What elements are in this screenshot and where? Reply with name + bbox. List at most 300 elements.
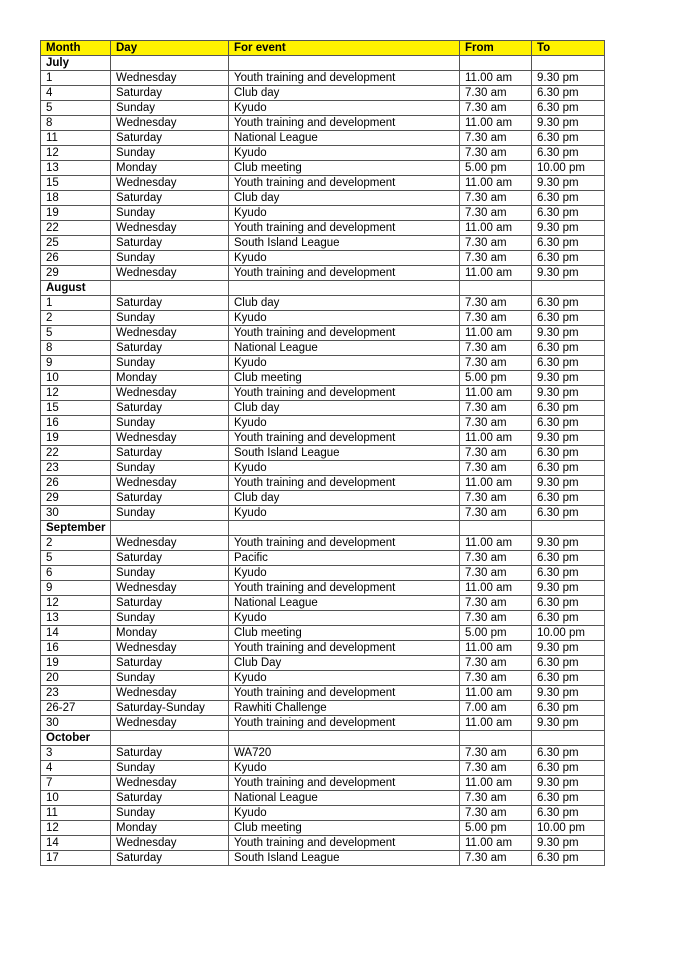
from-time-cell: 7.30 am — [460, 506, 532, 521]
event-cell: National League — [229, 791, 460, 806]
table-row — [41, 221, 605, 236]
day-cell: Sunday — [111, 146, 229, 161]
day-cell: Saturday — [111, 551, 229, 566]
to-time-cell: 6.30 pm — [532, 596, 605, 611]
to-time-cell: 6.30 pm — [532, 356, 605, 371]
to-time-cell: 9.30 pm — [532, 266, 605, 281]
from-time-cell: 11.00 am — [460, 71, 532, 86]
from-time-cell: 7.30 am — [460, 551, 532, 566]
to-time-cell: 9.30 pm — [532, 476, 605, 491]
empty-cell — [111, 281, 229, 296]
day-cell: Wednesday — [111, 716, 229, 731]
day-cell: Wednesday — [111, 836, 229, 851]
event-schedule-table — [40, 40, 605, 866]
day-cell: Monday — [111, 821, 229, 836]
day-cell: Wednesday — [111, 326, 229, 341]
to-time-cell: 9.30 pm — [532, 116, 605, 131]
table-row — [41, 701, 605, 716]
from-time-cell: 7.30 am — [460, 251, 532, 266]
to-time-cell: 6.30 pm — [532, 131, 605, 146]
date-cell: 26 — [41, 476, 111, 491]
date-cell: 2 — [41, 536, 111, 551]
table-row — [41, 146, 605, 161]
to-time-cell: 9.30 pm — [532, 581, 605, 596]
date-cell: 9 — [41, 581, 111, 596]
to-time-cell: 9.30 pm — [532, 536, 605, 551]
table-row — [41, 656, 605, 671]
from-time-cell: 7.30 am — [460, 611, 532, 626]
from-time-cell: 11.00 am — [460, 176, 532, 191]
table-row — [41, 341, 605, 356]
day-cell: Sunday — [111, 611, 229, 626]
day-cell: Wednesday — [111, 431, 229, 446]
to-time-cell: 9.30 pm — [532, 776, 605, 791]
date-cell: 30 — [41, 506, 111, 521]
date-cell: 23 — [41, 461, 111, 476]
to-time-cell: 9.30 pm — [532, 176, 605, 191]
empty-cell — [532, 281, 605, 296]
from-time-cell: 11.00 am — [460, 641, 532, 656]
event-cell: Kyudo — [229, 566, 460, 581]
to-time-cell: 6.30 pm — [532, 461, 605, 476]
event-cell: Club day — [229, 401, 460, 416]
event-cell: Youth training and development — [229, 641, 460, 656]
day-cell: Wednesday — [111, 386, 229, 401]
to-time-cell: 6.30 pm — [532, 791, 605, 806]
day-cell: Monday — [111, 371, 229, 386]
table-row — [41, 251, 605, 266]
to-time-cell: 6.30 pm — [532, 311, 605, 326]
to-time-cell: 6.30 pm — [532, 806, 605, 821]
table-row — [41, 671, 605, 686]
from-time-cell: 7.30 am — [460, 671, 532, 686]
day-cell: Wednesday — [111, 581, 229, 596]
from-time-cell: 7.30 am — [460, 566, 532, 581]
event-cell: Club meeting — [229, 161, 460, 176]
to-time-cell: 6.30 pm — [532, 506, 605, 521]
date-cell: 12 — [41, 386, 111, 401]
event-cell: Club day — [229, 191, 460, 206]
date-cell: 19 — [41, 656, 111, 671]
event-cell: Youth training and development — [229, 431, 460, 446]
empty-cell — [229, 731, 460, 746]
to-time-cell: 9.30 pm — [532, 686, 605, 701]
date-cell: 19 — [41, 431, 111, 446]
to-time-cell: 9.30 pm — [532, 221, 605, 236]
table-header — [41, 41, 605, 56]
day-cell: Monday — [111, 626, 229, 641]
date-cell: 25 — [41, 236, 111, 251]
to-time-cell: 6.30 pm — [532, 416, 605, 431]
table-row — [41, 446, 605, 461]
date-cell: 16 — [41, 416, 111, 431]
table-row — [41, 536, 605, 551]
day-cell: Sunday — [111, 206, 229, 221]
day-cell: Monday — [111, 161, 229, 176]
date-cell: 22 — [41, 221, 111, 236]
event-cell: Club meeting — [229, 821, 460, 836]
event-cell: Club day — [229, 491, 460, 506]
event-cell: Kyudo — [229, 416, 460, 431]
event-cell: Club meeting — [229, 626, 460, 641]
to-time-cell: 6.30 pm — [532, 701, 605, 716]
table-row — [41, 851, 605, 866]
day-cell: Sunday — [111, 761, 229, 776]
day-cell: Saturday — [111, 296, 229, 311]
from-time-cell: 11.00 am — [460, 716, 532, 731]
day-cell: Saturday-Sunday — [111, 701, 229, 716]
day-cell: Saturday — [111, 791, 229, 806]
day-cell: Sunday — [111, 251, 229, 266]
table-row — [41, 491, 605, 506]
from-time-cell: 7.30 am — [460, 296, 532, 311]
from-time-cell: 7.30 am — [460, 851, 532, 866]
date-cell: 8 — [41, 341, 111, 356]
table-row — [41, 266, 605, 281]
day-cell: Saturday — [111, 596, 229, 611]
month-heading: September — [41, 521, 111, 536]
empty-cell — [111, 521, 229, 536]
empty-cell — [532, 731, 605, 746]
event-cell: South Island League — [229, 851, 460, 866]
table-row — [41, 116, 605, 131]
day-cell: Sunday — [111, 416, 229, 431]
to-time-cell: 6.30 pm — [532, 566, 605, 581]
to-time-cell: 6.30 pm — [532, 236, 605, 251]
event-cell: Kyudo — [229, 671, 460, 686]
day-cell: Saturday — [111, 236, 229, 251]
empty-cell — [229, 281, 460, 296]
column-header-to: To — [532, 41, 605, 56]
table-row — [41, 131, 605, 146]
event-cell: South Island League — [229, 446, 460, 461]
date-cell: 13 — [41, 611, 111, 626]
month-section-row — [41, 731, 605, 746]
from-time-cell: 7.30 am — [460, 311, 532, 326]
to-time-cell: 6.30 pm — [532, 761, 605, 776]
from-time-cell: 11.00 am — [460, 686, 532, 701]
event-cell: Kyudo — [229, 461, 460, 476]
empty-cell — [111, 56, 229, 71]
table-row — [41, 776, 605, 791]
event-cell: Kyudo — [229, 611, 460, 626]
table-row — [41, 356, 605, 371]
table-row — [41, 101, 605, 116]
from-time-cell: 7.30 am — [460, 806, 532, 821]
from-time-cell: 7.30 am — [460, 206, 532, 221]
day-cell: Sunday — [111, 506, 229, 521]
from-time-cell: 7.30 am — [460, 461, 532, 476]
day-cell: Wednesday — [111, 221, 229, 236]
date-cell: 7 — [41, 776, 111, 791]
event-cell: Youth training and development — [229, 716, 460, 731]
date-cell: 22 — [41, 446, 111, 461]
from-time-cell: 11.00 am — [460, 221, 532, 236]
table-row — [41, 236, 605, 251]
column-header-from: From — [460, 41, 532, 56]
table-row — [41, 416, 605, 431]
to-time-cell: 6.30 pm — [532, 611, 605, 626]
table-row — [41, 176, 605, 191]
table-row — [41, 206, 605, 221]
event-cell: Youth training and development — [229, 221, 460, 236]
to-time-cell: 6.30 pm — [532, 101, 605, 116]
to-time-cell: 6.30 pm — [532, 206, 605, 221]
from-time-cell: 11.00 am — [460, 581, 532, 596]
table-row — [41, 371, 605, 386]
event-cell: Kyudo — [229, 311, 460, 326]
header-row — [41, 41, 605, 56]
day-cell: Wednesday — [111, 71, 229, 86]
table-row — [41, 461, 605, 476]
month-heading: August — [41, 281, 111, 296]
to-time-cell: 6.30 pm — [532, 401, 605, 416]
date-cell: 26 — [41, 251, 111, 266]
to-time-cell: 9.30 pm — [532, 716, 605, 731]
date-cell: 18 — [41, 191, 111, 206]
column-header-month: Month — [41, 41, 111, 56]
to-time-cell: 6.30 pm — [532, 251, 605, 266]
from-time-cell: 11.00 am — [460, 836, 532, 851]
from-time-cell: 11.00 am — [460, 776, 532, 791]
from-time-cell: 11.00 am — [460, 476, 532, 491]
table-row — [41, 626, 605, 641]
day-cell: Saturday — [111, 746, 229, 761]
table-row — [41, 836, 605, 851]
empty-cell — [460, 731, 532, 746]
day-cell: Sunday — [111, 566, 229, 581]
day-cell: Wednesday — [111, 266, 229, 281]
table-row — [41, 551, 605, 566]
date-cell: 29 — [41, 266, 111, 281]
date-cell: 15 — [41, 176, 111, 191]
event-cell: Club meeting — [229, 371, 460, 386]
event-cell: National League — [229, 131, 460, 146]
from-time-cell: 7.30 am — [460, 191, 532, 206]
date-cell: 14 — [41, 836, 111, 851]
table-row — [41, 476, 605, 491]
from-time-cell: 5.00 pm — [460, 626, 532, 641]
event-cell: Youth training and development — [229, 266, 460, 281]
from-time-cell: 7.30 am — [460, 656, 532, 671]
empty-cell — [532, 56, 605, 71]
table-row — [41, 806, 605, 821]
event-cell: Youth training and development — [229, 326, 460, 341]
event-cell: Youth training and development — [229, 476, 460, 491]
day-cell: Saturday — [111, 656, 229, 671]
event-cell: Youth training and development — [229, 116, 460, 131]
date-cell: 23 — [41, 686, 111, 701]
event-cell: Club day — [229, 86, 460, 101]
date-cell: 12 — [41, 146, 111, 161]
from-time-cell: 7.30 am — [460, 446, 532, 461]
from-time-cell: 11.00 am — [460, 326, 532, 341]
from-time-cell: 11.00 am — [460, 386, 532, 401]
event-cell: Rawhiti Challenge — [229, 701, 460, 716]
day-cell: Sunday — [111, 311, 229, 326]
table-row — [41, 296, 605, 311]
event-cell: Youth training and development — [229, 776, 460, 791]
month-heading: July — [41, 56, 111, 71]
date-cell: 13 — [41, 161, 111, 176]
from-time-cell: 7.30 am — [460, 491, 532, 506]
event-cell: Youth training and development — [229, 836, 460, 851]
empty-cell — [460, 281, 532, 296]
date-cell: 5 — [41, 101, 111, 116]
event-cell: Youth training and development — [229, 581, 460, 596]
to-time-cell: 10.00 pm — [532, 161, 605, 176]
event-cell: National League — [229, 341, 460, 356]
event-cell: Youth training and development — [229, 686, 460, 701]
day-cell: Wednesday — [111, 776, 229, 791]
date-cell: 19 — [41, 206, 111, 221]
to-time-cell: 6.30 pm — [532, 146, 605, 161]
from-time-cell: 11.00 am — [460, 266, 532, 281]
from-time-cell: 7.30 am — [460, 401, 532, 416]
date-cell: 17 — [41, 851, 111, 866]
date-cell: 4 — [41, 761, 111, 776]
day-cell: Sunday — [111, 671, 229, 686]
from-time-cell: 7.30 am — [460, 356, 532, 371]
to-time-cell: 9.30 pm — [532, 386, 605, 401]
table-row — [41, 791, 605, 806]
day-cell: Saturday — [111, 446, 229, 461]
event-cell: Kyudo — [229, 761, 460, 776]
date-cell: 1 — [41, 71, 111, 86]
date-cell: 30 — [41, 716, 111, 731]
day-cell: Sunday — [111, 461, 229, 476]
day-cell: Saturday — [111, 131, 229, 146]
from-time-cell: 11.00 am — [460, 431, 532, 446]
day-cell: Saturday — [111, 191, 229, 206]
event-cell: Kyudo — [229, 356, 460, 371]
day-cell: Wednesday — [111, 686, 229, 701]
event-cell: Youth training and development — [229, 536, 460, 551]
day-cell: Wednesday — [111, 641, 229, 656]
table-row — [41, 641, 605, 656]
table-row — [41, 161, 605, 176]
empty-cell — [229, 56, 460, 71]
date-cell: 4 — [41, 86, 111, 101]
day-cell: Wednesday — [111, 536, 229, 551]
table-row — [41, 386, 605, 401]
table-row — [41, 761, 605, 776]
from-time-cell: 11.00 am — [460, 116, 532, 131]
date-cell: 12 — [41, 596, 111, 611]
to-time-cell: 6.30 pm — [532, 296, 605, 311]
date-cell: 2 — [41, 311, 111, 326]
to-time-cell: 9.30 pm — [532, 641, 605, 656]
event-cell: Kyudo — [229, 101, 460, 116]
table-row — [41, 326, 605, 341]
to-time-cell: 6.30 pm — [532, 656, 605, 671]
empty-cell — [460, 56, 532, 71]
event-cell: WA720 — [229, 746, 460, 761]
event-cell: Kyudo — [229, 251, 460, 266]
table-row — [41, 821, 605, 836]
table-row — [41, 611, 605, 626]
day-cell: Saturday — [111, 851, 229, 866]
date-cell: 5 — [41, 551, 111, 566]
to-time-cell: 9.30 pm — [532, 431, 605, 446]
event-cell: Youth training and development — [229, 71, 460, 86]
from-time-cell: 7.30 am — [460, 341, 532, 356]
day-cell: Saturday — [111, 86, 229, 101]
date-cell: 3 — [41, 746, 111, 761]
table-body — [41, 56, 605, 866]
day-cell: Saturday — [111, 491, 229, 506]
from-time-cell: 7.00 am — [460, 701, 532, 716]
to-time-cell: 6.30 pm — [532, 446, 605, 461]
date-cell: 1 — [41, 296, 111, 311]
table-row — [41, 566, 605, 581]
date-cell: 8 — [41, 116, 111, 131]
from-time-cell: 7.30 am — [460, 86, 532, 101]
empty-cell — [111, 731, 229, 746]
day-cell: Wednesday — [111, 176, 229, 191]
date-cell: 9 — [41, 356, 111, 371]
from-time-cell: 7.30 am — [460, 761, 532, 776]
date-cell: 15 — [41, 401, 111, 416]
to-time-cell: 9.30 pm — [532, 371, 605, 386]
to-time-cell: 9.30 pm — [532, 836, 605, 851]
month-section-row — [41, 56, 605, 71]
to-time-cell: 9.30 pm — [532, 71, 605, 86]
event-cell: Kyudo — [229, 506, 460, 521]
event-cell: National League — [229, 596, 460, 611]
column-header-day: Day — [111, 41, 229, 56]
from-time-cell: 7.30 am — [460, 236, 532, 251]
from-time-cell: 7.30 am — [460, 596, 532, 611]
event-cell: Youth training and development — [229, 176, 460, 191]
from-time-cell: 7.30 am — [460, 416, 532, 431]
event-cell: South Island League — [229, 236, 460, 251]
to-time-cell: 6.30 pm — [532, 86, 605, 101]
date-cell: 10 — [41, 371, 111, 386]
date-cell: 20 — [41, 671, 111, 686]
date-cell: 12 — [41, 821, 111, 836]
table-row — [41, 716, 605, 731]
empty-cell — [460, 521, 532, 536]
event-cell: Kyudo — [229, 146, 460, 161]
day-cell: Wednesday — [111, 116, 229, 131]
date-cell: 11 — [41, 806, 111, 821]
table-row — [41, 506, 605, 521]
table-row — [41, 311, 605, 326]
to-time-cell: 9.30 pm — [532, 326, 605, 341]
from-time-cell: 7.30 am — [460, 146, 532, 161]
month-section-row — [41, 281, 605, 296]
date-cell: 14 — [41, 626, 111, 641]
day-cell: Sunday — [111, 101, 229, 116]
to-time-cell: 6.30 pm — [532, 341, 605, 356]
table-row — [41, 191, 605, 206]
table-row — [41, 746, 605, 761]
from-time-cell: 7.30 am — [460, 101, 532, 116]
day-cell: Saturday — [111, 341, 229, 356]
day-cell: Sunday — [111, 356, 229, 371]
date-cell: 5 — [41, 326, 111, 341]
from-time-cell: 7.30 am — [460, 131, 532, 146]
table-row — [41, 431, 605, 446]
to-time-cell: 6.30 pm — [532, 746, 605, 761]
day-cell: Sunday — [111, 806, 229, 821]
from-time-cell: 5.00 pm — [460, 161, 532, 176]
table-row — [41, 401, 605, 416]
table-row — [41, 581, 605, 596]
month-section-row — [41, 521, 605, 536]
month-heading: October — [41, 731, 111, 746]
